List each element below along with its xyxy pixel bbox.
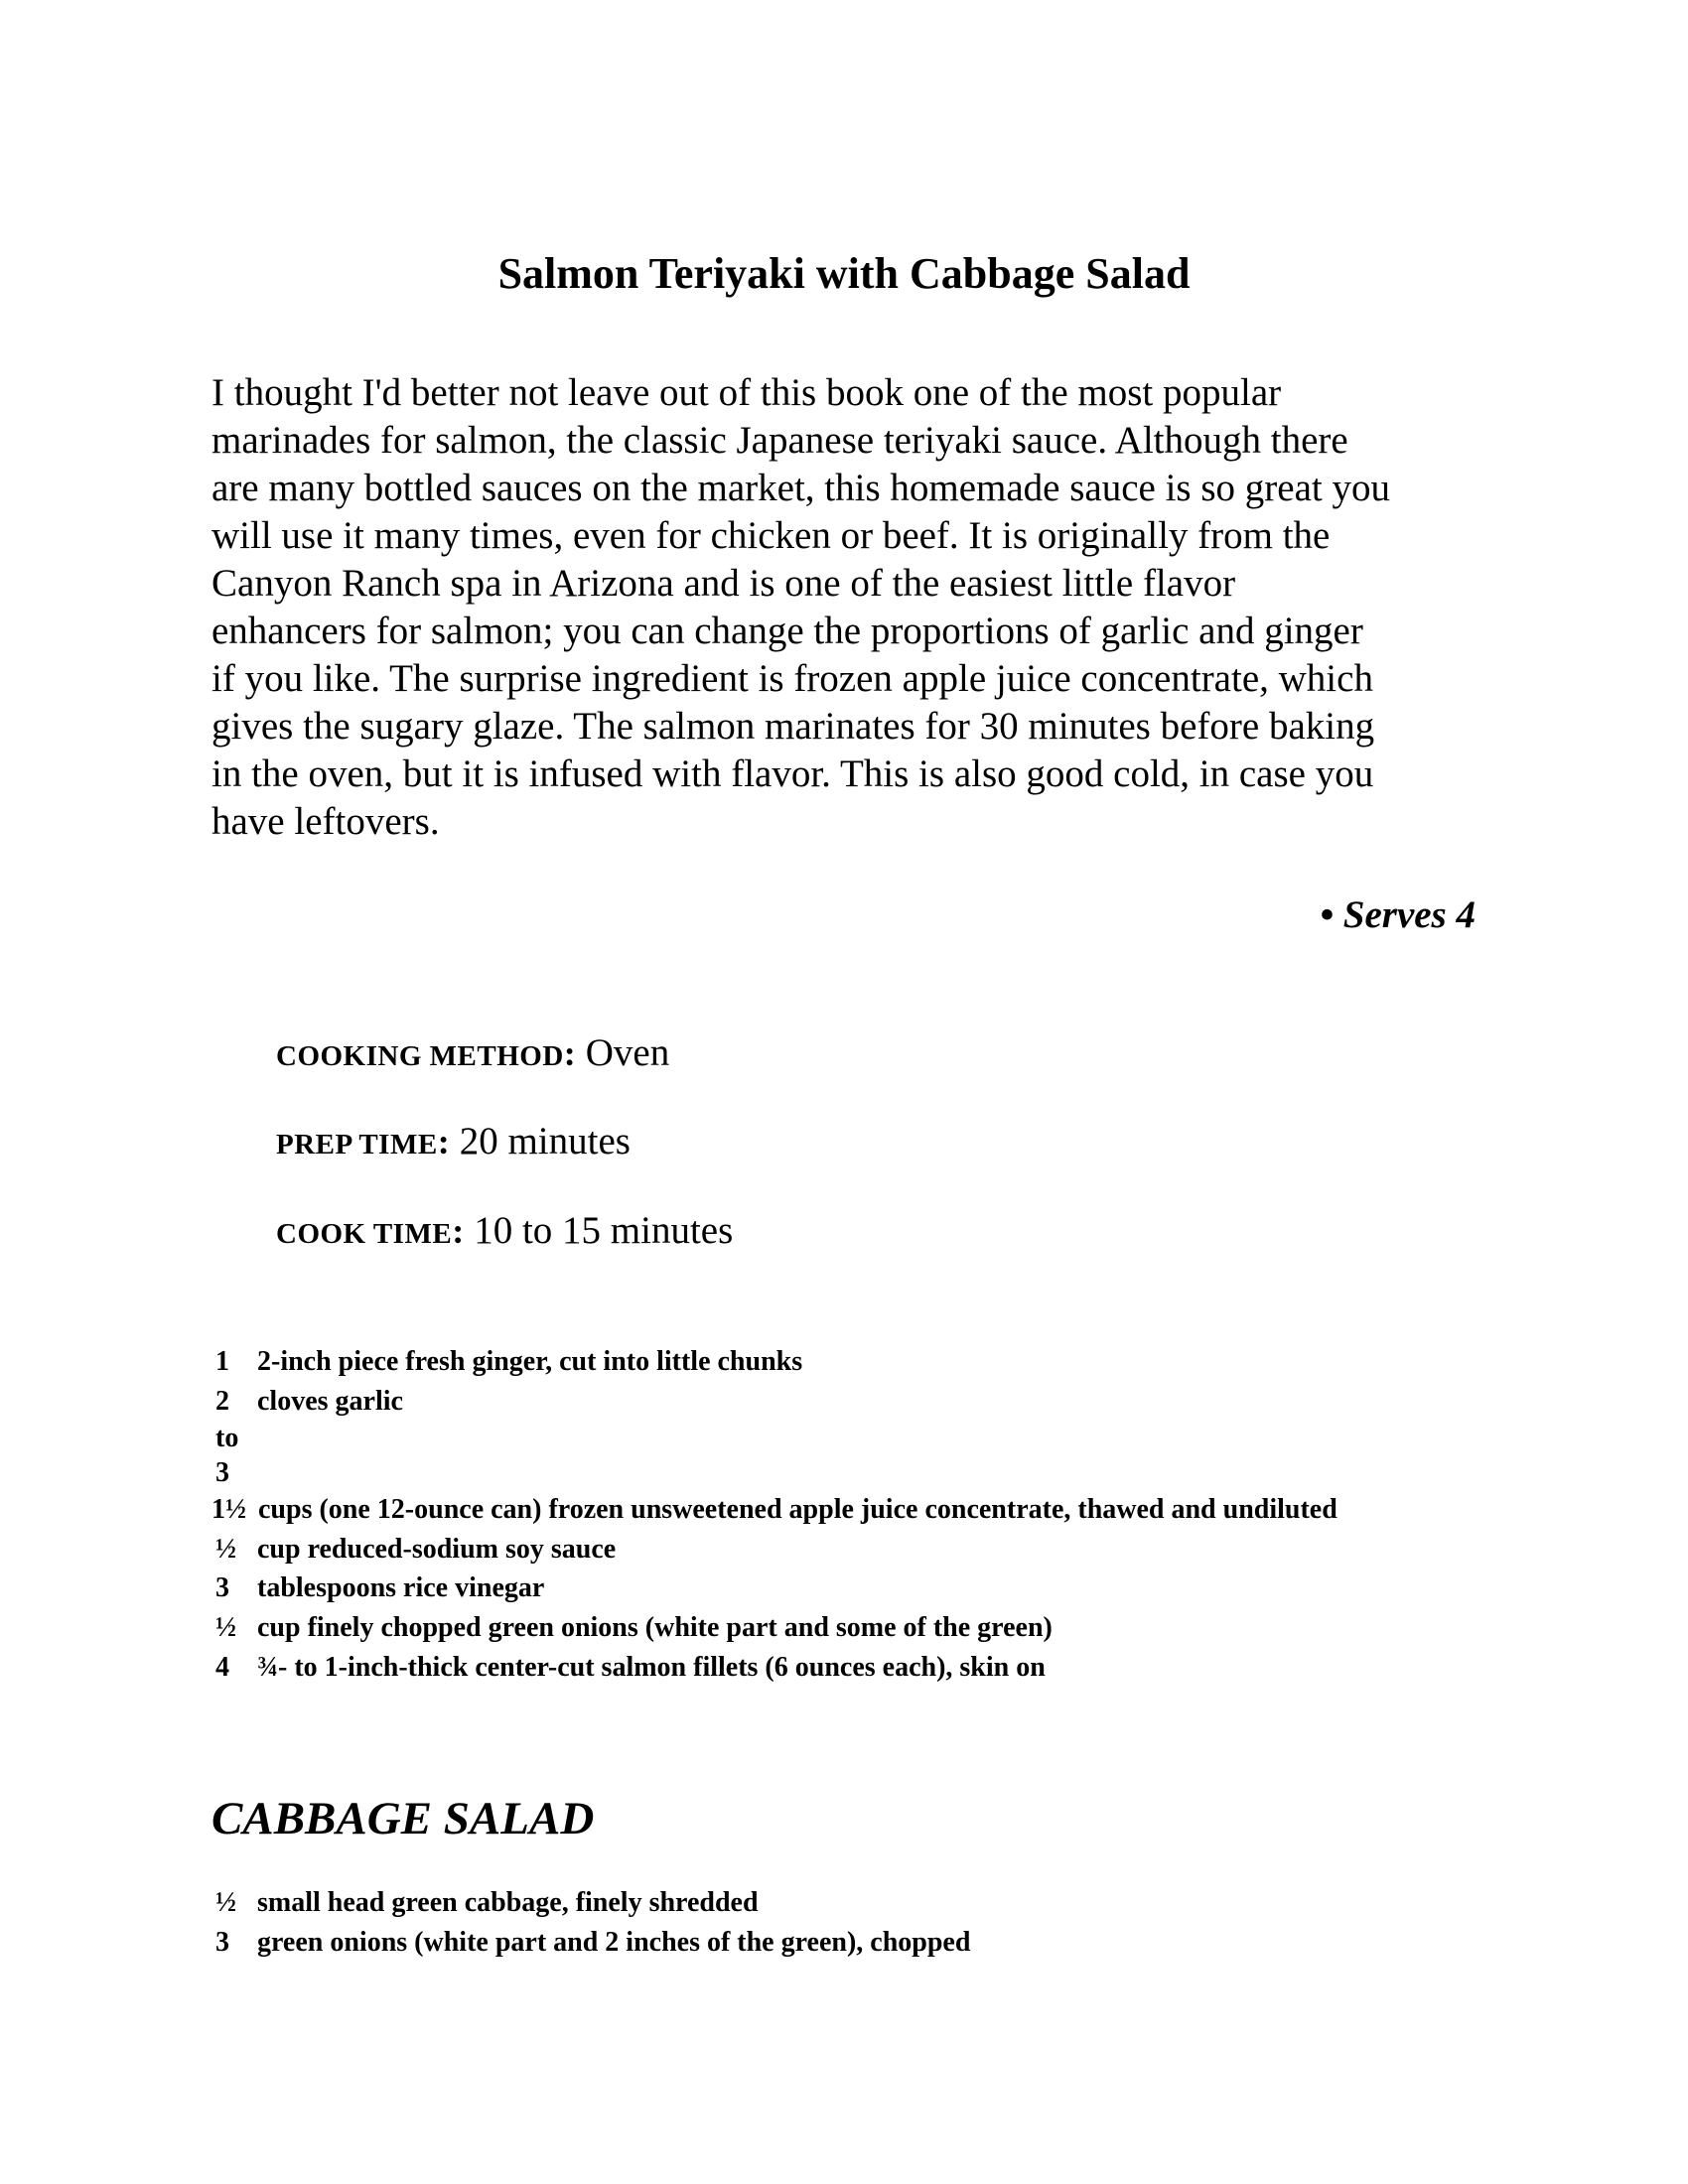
ingredient-item	[211, 1455, 1502, 1490]
ingredient-desc: tablespoons rice vinegar	[257, 1572, 545, 1604]
prep-time: PREP TIME: 20 minutes	[276, 1120, 631, 1162]
ingredient-desc: cups (one 12-ounce can) frozen unsweetened apple juice concentrate, thawed and undiluted	[258, 1494, 1337, 1526]
ingredient-item	[211, 1883, 1502, 1923]
ingredient-item	[211, 1421, 1502, 1455]
ingredient-item	[211, 1648, 1502, 1688]
ingredient-qty: 3	[215, 1457, 229, 1489]
intro-line: marinades for salmon, the classic Japanese teriyaki sauce. Although there	[211, 419, 1348, 462]
ingredient-desc: 2-inch piece fresh ginger, cut into little chunks	[257, 1346, 803, 1377]
ingredient-desc: small head green cabbage, finely shredded	[257, 1887, 759, 1918]
intro-line: Canyon Ranch spa in Arizona and is one of the easiest little flavor	[211, 562, 1236, 605]
ingredient-qty: ½	[215, 1887, 236, 1918]
ingredient-desc: cup reduced-sodium soy sauce	[257, 1533, 617, 1565]
ingredient-item	[211, 1608, 1502, 1648]
intro-line: enhancers for salmon; you can change the proportions of garlic and ginger	[211, 610, 1363, 652]
ingredient-item	[211, 1923, 1502, 1963]
ingredient-desc: cup finely chopped green onions (white part and some of the green)	[257, 1611, 1053, 1643]
salad-ingredient-list	[211, 1883, 1502, 1962]
prep-time-value: 20 minutes	[459, 1120, 631, 1162]
intro-line: in the oven, but it is infused with flavor. This is also good cold, in case you	[211, 752, 1374, 795]
intro-line: are many bottled sauces on the market, this homemade sauce is so great you	[211, 467, 1390, 509]
prep-time-label: PREP TIME	[276, 1129, 438, 1160]
ingredient-item	[211, 1490, 1502, 1530]
ingredient-item	[211, 1382, 1502, 1422]
ingredient-qty: ½	[215, 1611, 236, 1643]
intro-line: have leftovers.	[211, 800, 440, 843]
ingredient-qty: 4	[215, 1651, 229, 1683]
cooking-method-value: Oven	[585, 1031, 670, 1074]
intro-line: if you like. The surprise ingredient is frozen apple juice concentrate, which	[211, 657, 1373, 700]
cooking-method: COOKING METHOD: Oven	[276, 1031, 670, 1074]
salad-heading: CABBAGE SALAD	[211, 1793, 595, 1844]
serves-count: • Serves 4	[1320, 893, 1476, 936]
cook-time-value: 10 to 15 minutes	[474, 1209, 734, 1252]
ingredient-qty: 3	[215, 1572, 229, 1604]
ingredient-qty: 3	[215, 1926, 229, 1958]
intro-line: I thought I'd better not leave out of this book one of the most popular	[211, 371, 1282, 414]
ingredient-desc: cloves garlic	[257, 1385, 403, 1417]
ingredient-item	[211, 1342, 1502, 1382]
ingredient-qty: 1	[215, 1346, 229, 1377]
intro-line: gives the sugary glaze. The salmon marinates for 30 minutes before baking	[211, 705, 1375, 748]
ingredient-qty: 1½	[211, 1494, 246, 1526]
ingredient-desc: green onions (white part and 2 inches of the green), chopped	[257, 1926, 971, 1958]
ingredient-item	[211, 1569, 1502, 1608]
ingredient-item	[211, 1530, 1502, 1570]
cook-time: COOK TIME: 10 to 15 minutes	[276, 1209, 734, 1252]
ingredient-desc: ¾- to 1-inch-thick center-cut salmon fillets (6 ounces each), skin on	[257, 1651, 1046, 1683]
intro-paragraph	[211, 369, 1482, 846]
recipe-title: Salmon Teriyaki with Cabbage Salad	[497, 249, 1191, 298]
ingredient-qty: to	[215, 1423, 239, 1454]
cook-time-label: COOK TIME	[276, 1218, 453, 1250]
ingredient-qty: 2	[215, 1385, 229, 1417]
ingredient-qty: ½	[215, 1533, 236, 1565]
intro-line: will use it many times, even for chicken or beef. It is originally from the	[211, 514, 1331, 557]
cooking-method-label: COOKING METHOD	[276, 1040, 564, 1072]
ingredient-list	[211, 1342, 1502, 1687]
